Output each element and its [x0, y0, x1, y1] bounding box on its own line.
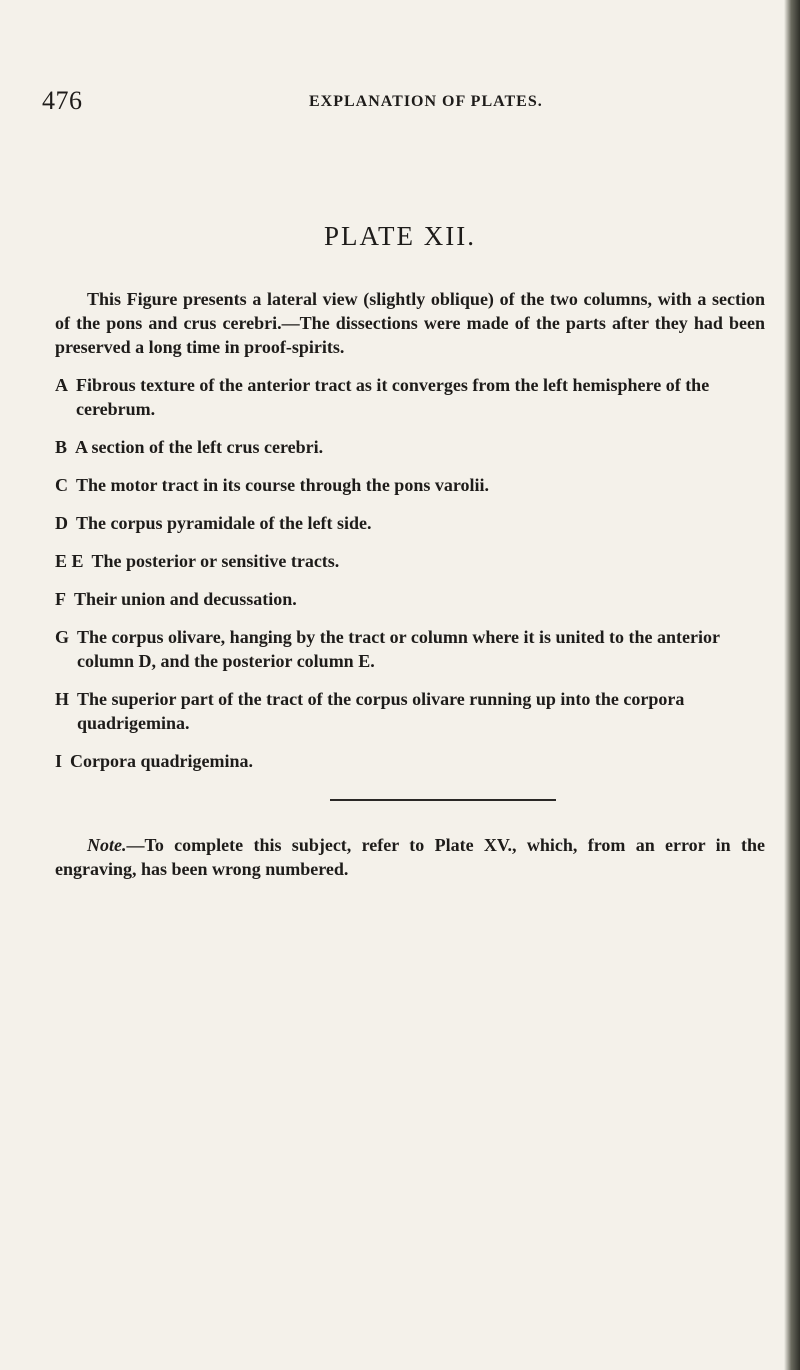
legend-item-e [55, 549, 765, 573]
legend-text: Their union and decussation. [74, 589, 297, 609]
page-edge-shadow [784, 0, 800, 1370]
legend-text: The corpus olivare, hanging by the tract or column where it is united to the anterior column D, and the posterior column E. [77, 627, 720, 671]
divider-rule [330, 799, 556, 801]
legend-text: Fibrous texture of the anterior tract as it converges from the left hemisphere of the cerebrum. [76, 375, 710, 419]
legend-key: C [55, 475, 68, 495]
legend-text: The posterior or sensitive tracts. [91, 551, 340, 571]
note-label: Note. [87, 835, 127, 855]
page-number: 476 [42, 86, 83, 115]
legend-text: The corpus pyramidale of the left side. [76, 513, 372, 533]
legend-key: H [55, 689, 70, 709]
note-paragraph [55, 833, 765, 881]
legend-key: A [55, 375, 68, 395]
plate-title: PLATE XII. [324, 221, 476, 251]
legend-item-a [55, 373, 765, 421]
legend-key: E E [55, 551, 84, 571]
legend-key: F [55, 589, 66, 609]
legend-item-f [55, 587, 765, 611]
legend-item-b [55, 435, 765, 459]
legend-text: The superior part of the tract of the corpus olivare running up into the corpora quadrigemina. [77, 689, 685, 733]
legend-key: G [55, 627, 70, 647]
legend-text: A section of the left crus cerebri. [75, 437, 324, 457]
legend-item-h [55, 687, 765, 735]
legend-text: Corpora quadrigemina. [70, 751, 254, 771]
legend-key: D [55, 513, 68, 533]
note-text: —To complete this subject, refer to Plate XV., which, from an error in the engraving, has been wrong numbered. [55, 835, 765, 879]
legend-key: I [55, 751, 63, 771]
running-title: EXPLANATION OF PLATES. [309, 93, 543, 110]
legend-item-g [55, 625, 765, 673]
legend-text: The motor tract in its course through the pons varolii. [76, 475, 489, 495]
running-head [42, 86, 770, 116]
legend-item-c [55, 473, 765, 497]
intro-paragraph: This Figure presents a lateral view (slightly oblique) of the two columns, with a section of the pons and crus cerebri.—The dissections were made of the parts after they had been preserved a long time in proof-spirits. [55, 289, 765, 357]
legend-item-i [55, 749, 765, 773]
plate-explanation [55, 287, 765, 787]
legend-key: B [55, 437, 68, 457]
legend-item-d [55, 511, 765, 535]
